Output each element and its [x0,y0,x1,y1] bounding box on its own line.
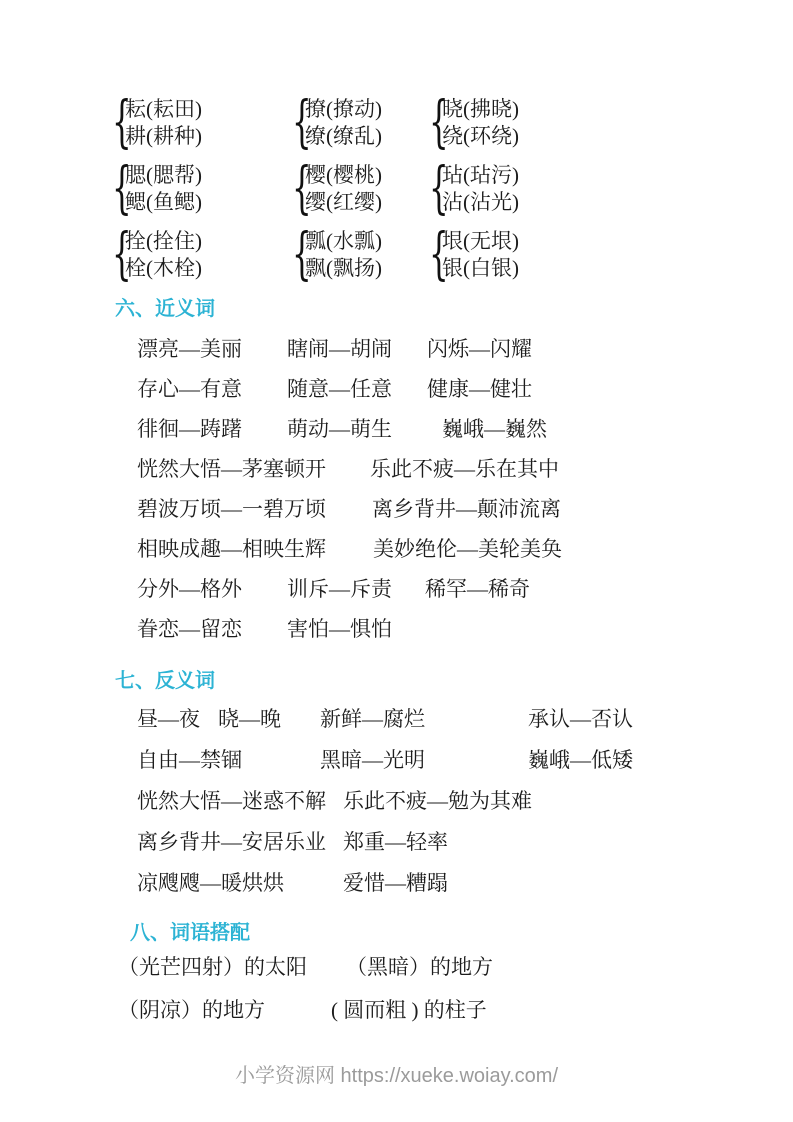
word-row [118,956,793,978]
char-pair-words [305,96,382,150]
brace-icon: { [429,222,449,287]
char-pair-bottom: 耕(耕种) [125,124,202,148]
brace-icon: { [112,222,132,287]
word-pair: 承认—否认 [528,707,633,731]
char-pair-group [112,90,292,155]
char-pair-top: 玷(玷污) [442,163,519,187]
char-pair-bottom: 绕(环绕) [442,124,519,148]
char-pair-words [125,96,202,150]
word-pair: 乐此不疲—乐在其中 [370,457,559,481]
word-pair: 新鲜—腐烂 [320,707,425,731]
word-pair: 训斥—斥责 [287,577,392,601]
word-pair: 随意—任意 [287,377,392,401]
word-row [137,418,793,440]
word-pair: 离乡背井—颠沛流离 [372,497,561,521]
word-pair: 凉飕飕—暖烘烘 [137,871,284,895]
word-pair: 离乡背井—安居乐业 [137,830,326,854]
brace-icon: { [292,156,312,221]
char-pair-bottom: 缨(红缨) [305,190,382,214]
char-pair-words [442,162,519,216]
word-pair: 美妙绝伦—美轮美奂 [373,537,562,561]
word-pair: 巍峨—低矮 [528,748,633,772]
word-pair: 瞎闹—胡闹 [287,337,392,361]
word-pair: 闪烁—闪耀 [427,337,532,361]
word-pair: （黑暗）的地方 [346,955,493,979]
section-heading-collocations: 八、词语搭配 [130,922,250,944]
word-row [137,872,793,894]
char-pair-group [292,222,429,287]
char-pair-words [125,162,202,216]
brace-icon: { [429,156,449,221]
word-pair: 自由—禁锢 [137,748,242,772]
char-pair-bottom: 鳃(鱼鳃) [125,190,202,214]
char-pair-group [429,222,793,287]
word-pair: 存心—有意 [137,377,242,401]
word-pair: 爱惜—糟蹋 [343,871,448,895]
char-pair-words [305,228,382,282]
word-row [137,790,793,812]
word-pair: 徘徊—踌躇 [137,417,242,441]
word-row [137,618,793,640]
char-pair-bottom: 缭(缭乱) [305,124,382,148]
word-pair: 晓—晚 [218,707,281,731]
char-pair-group [429,90,793,155]
char-pair-words [442,228,519,282]
char-pair-words [125,228,202,282]
word-pair: ( 圆而粗 ) 的柱子 [331,998,487,1022]
char-pair-top: 拴(拴住) [125,229,202,253]
word-pair: 郑重—轻率 [343,830,448,854]
char-pair-top: 瓢(水瓢) [305,229,382,253]
word-pair: 漂亮—美丽 [137,337,242,361]
char-pair-words [305,162,382,216]
word-row [137,831,793,853]
word-pair: 健康—健壮 [427,377,532,401]
word-pair: 相映成趣—相映生辉 [137,537,326,561]
brace-icon: { [429,90,449,155]
char-pair-top: 垠(无垠) [442,229,519,253]
word-pair: （阴凉）的地方 [118,998,265,1022]
section-antonyms [0,670,793,894]
char-pair-top: 晓(拂晓) [442,97,519,121]
word-pair: 巍峨—巍然 [442,417,547,441]
brace-icon: { [112,90,132,155]
char-pair-top: 樱(樱桃) [305,163,382,187]
char-pair-bottom: 银(白银) [442,256,519,280]
word-pair: 恍然大悟—迷惑不解 [137,789,326,813]
section-synonyms [0,298,793,640]
word-row [118,999,793,1021]
char-pair-top: 腮(腮帮) [125,163,202,187]
word-pair: 昼—夜 [137,707,200,731]
word-sections [0,298,793,1021]
word-pair: 分外—格外 [137,577,242,601]
char-pair-bottom: 沾(沾光) [442,190,519,214]
char-pair-group [292,156,429,221]
word-pair: 碧波万顷—一碧万顷 [137,497,326,521]
word-row [137,338,793,360]
char-pair-bottom: 栓(木栓) [125,256,202,280]
word-pair: 眷恋—留恋 [137,617,242,641]
section-heading-synonyms: 六、近义词 [115,298,215,320]
char-pair-group [429,156,793,221]
char-pairs-grid [112,90,793,287]
char-pair-group [112,156,292,221]
char-pair-group [112,222,292,287]
word-row [137,578,793,600]
word-pair: 害怕—惧怕 [287,617,392,641]
word-pair: （光芒四射）的太阳 [118,955,307,979]
word-row [137,749,793,771]
word-pair: 稀罕—稀奇 [425,577,530,601]
section-collocations [0,922,793,1021]
footer-credit: 小学资源网 https://xueke.woiay.com/ [234,1065,559,1087]
char-pair-bottom: 飘(飘扬) [305,256,382,280]
word-row [137,538,793,560]
word-pair: 恍然大悟—茅塞顿开 [137,457,326,481]
section-heading-antonyms: 七、反义词 [115,670,215,692]
brace-icon: { [112,156,132,221]
word-row [137,498,793,520]
word-row [137,458,793,480]
char-pair-top: 撩(撩动) [305,97,382,121]
char-pair-words [442,96,519,150]
char-pair-group [292,90,429,155]
word-pair: 乐此不疲—勉为其难 [343,789,532,813]
word-pair: 黑暗—光明 [320,748,425,772]
word-pair: 萌动—萌生 [287,417,392,441]
brace-icon: { [292,222,312,287]
word-row [137,708,793,730]
char-pair-top: 耘(耘田) [125,97,202,121]
word-row [137,378,793,400]
brace-icon: { [292,90,312,155]
